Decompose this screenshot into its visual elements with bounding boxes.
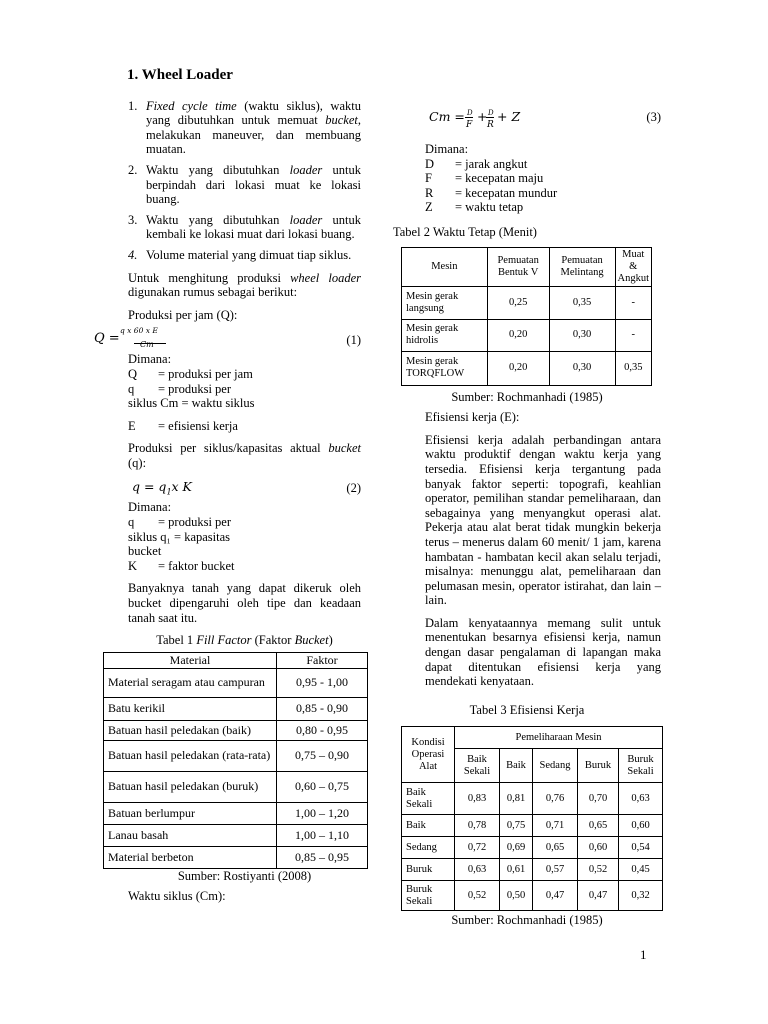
table-row: Batuan hasil peledakan (buruk) 0,60 – 0,75	[104, 771, 368, 802]
table2-title: Tabel 2 Waktu Tetap (Menit)	[393, 224, 537, 239]
dimana-label: Dimana:	[128, 352, 172, 367]
table-row: Material seragam atau campuran 0,95 - 1,00	[104, 668, 368, 697]
list-item: 1. Fixed cycle time (waktu siklus), waktu yang dibutuhkan untuk memuat bucket, melakukan maneuver, dan membuang muatan.	[128, 98, 361, 157]
table-header: Buruk	[578, 749, 619, 783]
list-item-text: Volume material yang dimuat tiap siklus.	[146, 247, 352, 262]
page-number: 1	[640, 947, 647, 962]
soil-paragraph: Banyaknya tanah yang dapat dikeruk oleh bucket dipengaruhi oleh tipe dan keadaan tanah saat itu.	[128, 581, 361, 625]
table-row: Sedang 0,72 0,69 0,65 0,60 0,54	[402, 837, 663, 859]
definitions-1: Q = produksi per jam q = produksi per siklus Cm = waktu siklus E = efisiensi kerja	[128, 366, 255, 433]
table-row: Buruk 0,63 0,61 0,57 0,52 0,45	[402, 859, 663, 881]
table-header: Sedang	[533, 749, 578, 783]
intro-paragraph: Untuk menghitung produksi wheel loader digunakan rumus sebagai berikut:	[128, 270, 362, 300]
dimana-label: Dimana:	[128, 500, 172, 515]
efficiency-paragraph-1: Efisiensi kerja adalah perbandingan antara waktu produktif dengan waktu kerja yang tersedia. Efisiensi kerja tergantung pada banyak faktor seperti: topografi, keahlian operator, pemilihan standar pemeliharaan, dan sebagainya yang menyangkut operasi alat. Pekerja atau alat berat tidak mungkin bekerja terus – menerus dalam 60 menit/ 1 jam, karena hambatan - hambatan kecil akan selalu terjadi, misalnya: menunggu alat, pemeliharaan dan pelumasan mesin, operator istirahat, dan lain – lain.	[425, 432, 661, 608]
efficiency-title: Efisiensi kerja (E):	[425, 410, 520, 425]
production-per-cycle-label: Produksi per siklus/kapasitas aktual bucket (q):	[128, 441, 361, 470]
work-efficiency-table	[401, 726, 663, 911]
table-header: Faktor	[277, 652, 368, 668]
cycle-time-label: Waktu siklus (Cm):	[128, 889, 226, 904]
table-header: Pemuatan Melintang	[549, 247, 615, 286]
left-column	[94, 67, 362, 904]
equation-1: Q = q x 60 x E Cm (1)	[94, 326, 361, 350]
fixed-time-table	[401, 247, 652, 386]
table2-source: Sumber: Rochmanhadi (1985)	[451, 389, 603, 404]
table3-title: Tabel 3 Efisiensi Kerja	[469, 702, 585, 717]
list-item: 4. Volume material yang dimuat tiap siklus.	[128, 247, 352, 262]
table-row: Mesin gerak langsung 0,25 0,35 -	[402, 286, 652, 319]
definitions-2: q = produksi per siklus q₁ = kapasitas bucket K = faktor bucket	[128, 515, 235, 573]
definitions-3: Dimana: D = jarak angkut F = kecepatan maju R = kecepatan mundur Z = waktu tetap	[425, 142, 558, 215]
section-heading: 1. Wheel Loader	[127, 67, 233, 83]
table-row: Baik 0,78 0,75 0,71 0,65 0,60	[402, 815, 663, 837]
list-item-text: Waktu yang dibutuhkan loader untuk kembali ke lokasi muat dari lokasi buang.	[146, 212, 361, 242]
right-column	[393, 108, 661, 928]
table-row: Buruk Sekali 0,52 0,50 0,47 0,47 0,32	[402, 881, 663, 911]
table-row: Batuan hasil peledakan (rata-rata) 0,75 – 0,90	[104, 740, 368, 771]
factor-list	[128, 99, 361, 263]
table3-source: Sumber: Rochmanhadi (1985)	[451, 913, 603, 928]
table-header: Mesin	[402, 247, 488, 286]
table-header: Baik Sekali	[455, 749, 500, 783]
list-item: 3. Waktu yang dibutuhkan loader untuk kembali ke lokasi muat dari lokasi buang.	[128, 212, 361, 242]
table1-title: Tabel 1 Fill Factor (Faktor Bucket)	[156, 633, 333, 648]
table-row: Material berbeton 0,85 – 0,95	[104, 846, 368, 868]
equation-3: Cm = D F + D R + Z (3)	[429, 109, 661, 130]
table-row: Batuan berlumpur 1,00 – 1,20	[104, 802, 368, 824]
list-item-text: Waktu yang dibutuhkan loader untuk berpindah dari lokasi muat ke lokasi buang.	[146, 162, 361, 207]
table-row: Batuan hasil peledakan (baik) 0,80 - 0,95	[104, 720, 368, 740]
table-header: Buruk Sekali	[619, 749, 663, 783]
table-row: Mesin gerak TORQFLOW 0,20 0,30 0,35	[402, 351, 652, 385]
table-header: Pemuatan Bentuk V	[487, 247, 549, 286]
list-item-text: Fixed cycle time (waktu siklus), waktu yang dibutuhkan untuk memuat bucket, melakukan maneuver, dan membuang muatan.	[146, 98, 361, 157]
table-header: Baik	[500, 749, 533, 783]
table1-source: Sumber: Rostiyanti (2008)	[177, 868, 312, 883]
production-per-hour-label: Produksi per jam (Q):	[128, 307, 238, 322]
equation-2: $q = q_1x$ K (2)	[132, 479, 361, 497]
table-header: Kondisi Operasi Alat	[402, 727, 455, 783]
list-item: 2. Waktu yang dibutuhkan loader untuk berpindah dari lokasi muat ke lokasi buang.	[128, 162, 361, 207]
table-row: Batu kerikil 0,85 - 0,90	[104, 697, 368, 720]
table-row: Baik Sekali 0,83 0,81 0,76 0,70 0,63	[402, 783, 663, 815]
table-header: Material	[104, 652, 277, 668]
table-row: Lanau basah 1,00 – 1,10	[104, 824, 368, 846]
table-row: Mesin gerak hidrolis 0,20 0,30 -	[402, 319, 652, 351]
efficiency-paragraph-2: Dalam kenyataannya memang sulit untuk menentukan besarnya efisiensi kerja, namun dengan dasar pengalaman di lapangan maka dapat ditentukan efisiensi kerja yang mendekati kenyataan.	[425, 615, 661, 689]
table-header: Muat & Angkut	[615, 247, 652, 286]
table-header: Pemeliharaan Mesin	[455, 727, 663, 749]
fill-factor-table	[103, 652, 368, 869]
